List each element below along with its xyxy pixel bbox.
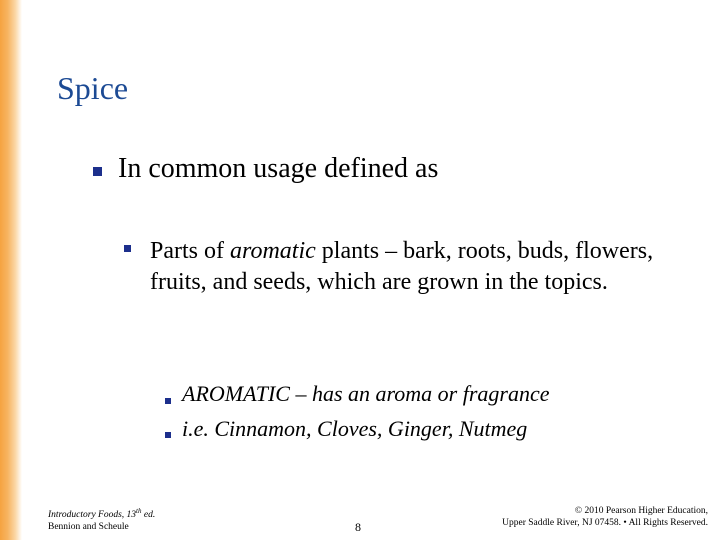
bullet-square-icon <box>165 432 171 438</box>
footer-book-title: Introductory Foods, 13th ed. <box>48 507 156 521</box>
page-number: 8 <box>355 520 361 534</box>
bullet-level3-aromatic: AROMATIC – has an aroma or fragrance <box>182 381 550 406</box>
bullet-level2 <box>150 236 670 298</box>
side-accent-bar <box>0 0 22 540</box>
bullet-level2-emphasis: aromatic <box>230 238 316 264</box>
bullet-level1: In common usage defined as <box>118 153 439 184</box>
bullet-square-icon <box>93 167 102 176</box>
bullet-square-icon <box>124 245 131 252</box>
copyright-line1: © 2010 Pearson Higher Education, <box>574 506 708 516</box>
bullet-level2-post: plants – bark, roots, buds, flowers, fruits, and seeds, which are grown in the topics. <box>150 238 654 295</box>
slide-title: Spice <box>57 70 129 106</box>
footer-copyright <box>502 505 708 529</box>
bullet-level3-examples: i.e. Cinnamon, Cloves, Ginger, Nutmeg <box>182 416 528 441</box>
footer-book-info <box>48 505 155 533</box>
bullet-square-icon <box>165 398 171 404</box>
copyright-line2: Upper Saddle River, NJ 07458. • All Rights Reserved. <box>502 518 708 528</box>
footer-authors: Bennion and Scheule <box>48 522 129 533</box>
bullet-level2-pre: Parts of <box>150 238 230 264</box>
